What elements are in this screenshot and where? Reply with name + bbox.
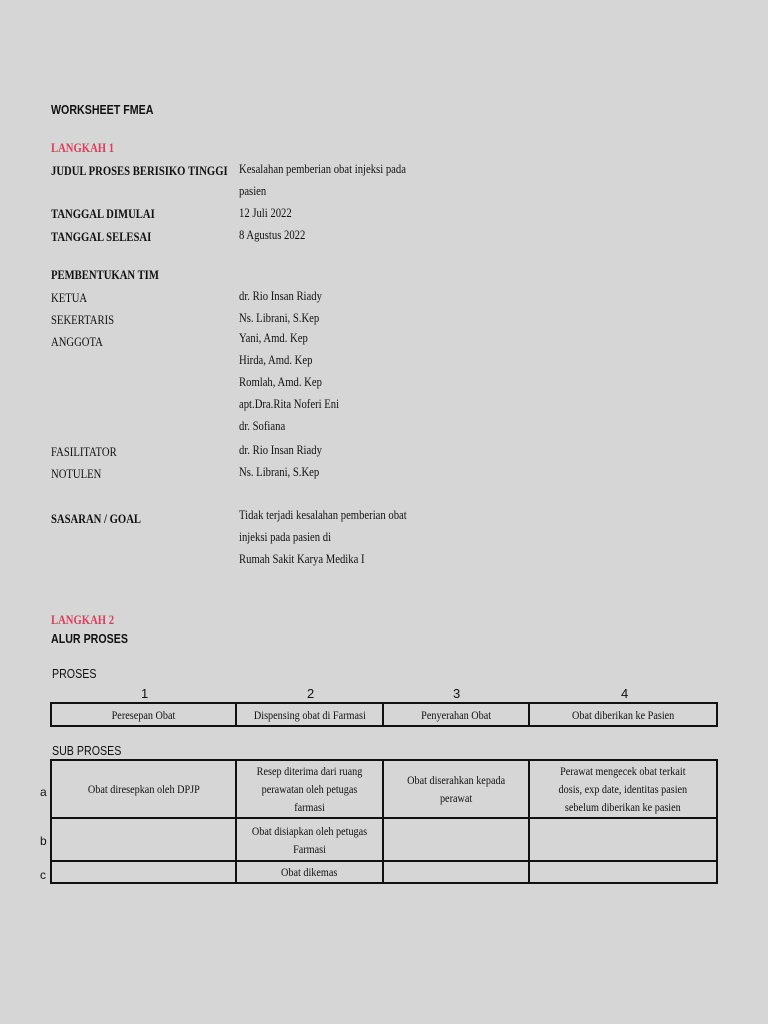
proses-number: 2 bbox=[307, 686, 315, 701]
subproses-cell: Obat diserahkan kepada perawat bbox=[383, 760, 529, 818]
row-label-c: c bbox=[40, 868, 46, 882]
subproses-cell bbox=[529, 861, 717, 883]
tanggal-dimulai-label: TANGGAL DIMULAI bbox=[51, 206, 155, 221]
subproses-cell bbox=[529, 818, 717, 861]
subproses-cell bbox=[51, 818, 236, 861]
worksheet-title: WORKSHEET FMEA bbox=[51, 102, 154, 117]
tim-heading: PEMBENTUKAN TIM bbox=[51, 267, 159, 282]
sekertaris-value: Ns. Librani, S.Kep bbox=[239, 310, 320, 325]
proses-cell: Obat diberikan ke Pasien bbox=[529, 703, 717, 726]
table-row bbox=[51, 818, 717, 861]
anggota-item: Hirda, Amd. Kep bbox=[239, 352, 313, 367]
ketua-value: dr. Rio Insan Riady bbox=[239, 288, 322, 303]
subproses-cell: Resep diterima dari ruang perawatan oleh petugas farmasi bbox=[236, 760, 383, 818]
subproses-cell: Obat disiapkan oleh petugas Farmasi bbox=[236, 818, 383, 861]
anggota-item: apt.Dra.Rita Noferi Eni bbox=[239, 396, 340, 411]
notulen-label: NOTULEN bbox=[51, 466, 102, 481]
proses-number: 4 bbox=[621, 686, 629, 701]
ketua-label: KETUA bbox=[51, 290, 88, 305]
proses-label: PROSES bbox=[52, 666, 97, 681]
step1-label: LANGKAH 1 bbox=[51, 140, 115, 155]
anggota-label: ANGGOTA bbox=[51, 334, 103, 349]
fasilitator-label: FASILITATOR bbox=[51, 444, 117, 459]
anggota-item: dr. Sofiana bbox=[239, 418, 286, 433]
subproses-table bbox=[50, 759, 718, 884]
judul-label: JUDUL PROSES BERISIKO TINGGI bbox=[51, 163, 228, 178]
row-label-b: b bbox=[40, 834, 47, 848]
goal-value: Tidak terjadi kesalahan pemberian obat injeksi pada pasien di Rumah Sakit Karya Medika I bbox=[239, 507, 407, 566]
proses-table bbox=[50, 702, 718, 727]
proses-number: 1 bbox=[141, 686, 149, 701]
subproses-cell: Obat diresepkan oleh DPJP bbox=[51, 760, 236, 818]
subproses-label: SUB PROSES bbox=[52, 743, 122, 758]
goal-label: SASARAN / GOAL bbox=[51, 511, 142, 526]
table-row bbox=[51, 760, 717, 818]
subproses-cell bbox=[383, 818, 529, 861]
tanggal-dimulai-value: 12 Juli 2022 bbox=[239, 205, 292, 220]
proses-cell: Peresepan Obat bbox=[51, 703, 236, 726]
proses-cell: Penyerahan Obat bbox=[383, 703, 529, 726]
tanggal-selesai-label: TANGGAL SELESAI bbox=[51, 229, 152, 244]
anggota-list bbox=[239, 327, 361, 437]
subproses-cell: Obat dikemas bbox=[236, 861, 383, 883]
sekertaris-label: SEKERTARIS bbox=[51, 312, 115, 327]
row-label-a: a bbox=[40, 785, 47, 799]
subproses-cell: Perawat mengecek obat terkait dosis, exp date, identitas pasien sebelum diberikan ke pasien bbox=[529, 760, 717, 818]
table-row bbox=[51, 861, 717, 883]
subproses-cell bbox=[51, 861, 236, 883]
judul-value: Kesalahan pemberian obat injeksi pada pasien bbox=[239, 161, 406, 198]
anggota-item: Romlah, Amd. Kep bbox=[239, 374, 322, 389]
alur-proses-heading: ALUR PROSES bbox=[51, 631, 129, 646]
anggota-item: Yani, Amd. Kep bbox=[239, 330, 308, 345]
notulen-value: Ns. Librani, S.Kep bbox=[239, 464, 320, 479]
subproses-cell bbox=[383, 861, 529, 883]
proses-number: 3 bbox=[453, 686, 461, 701]
tanggal-selesai-value: 8 Agustus 2022 bbox=[239, 227, 306, 242]
proses-cell: Dispensing obat di Farmasi bbox=[236, 703, 383, 726]
fasilitator-value: dr. Rio Insan Riady bbox=[239, 442, 322, 457]
step2-label: LANGKAH 2 bbox=[51, 612, 115, 627]
